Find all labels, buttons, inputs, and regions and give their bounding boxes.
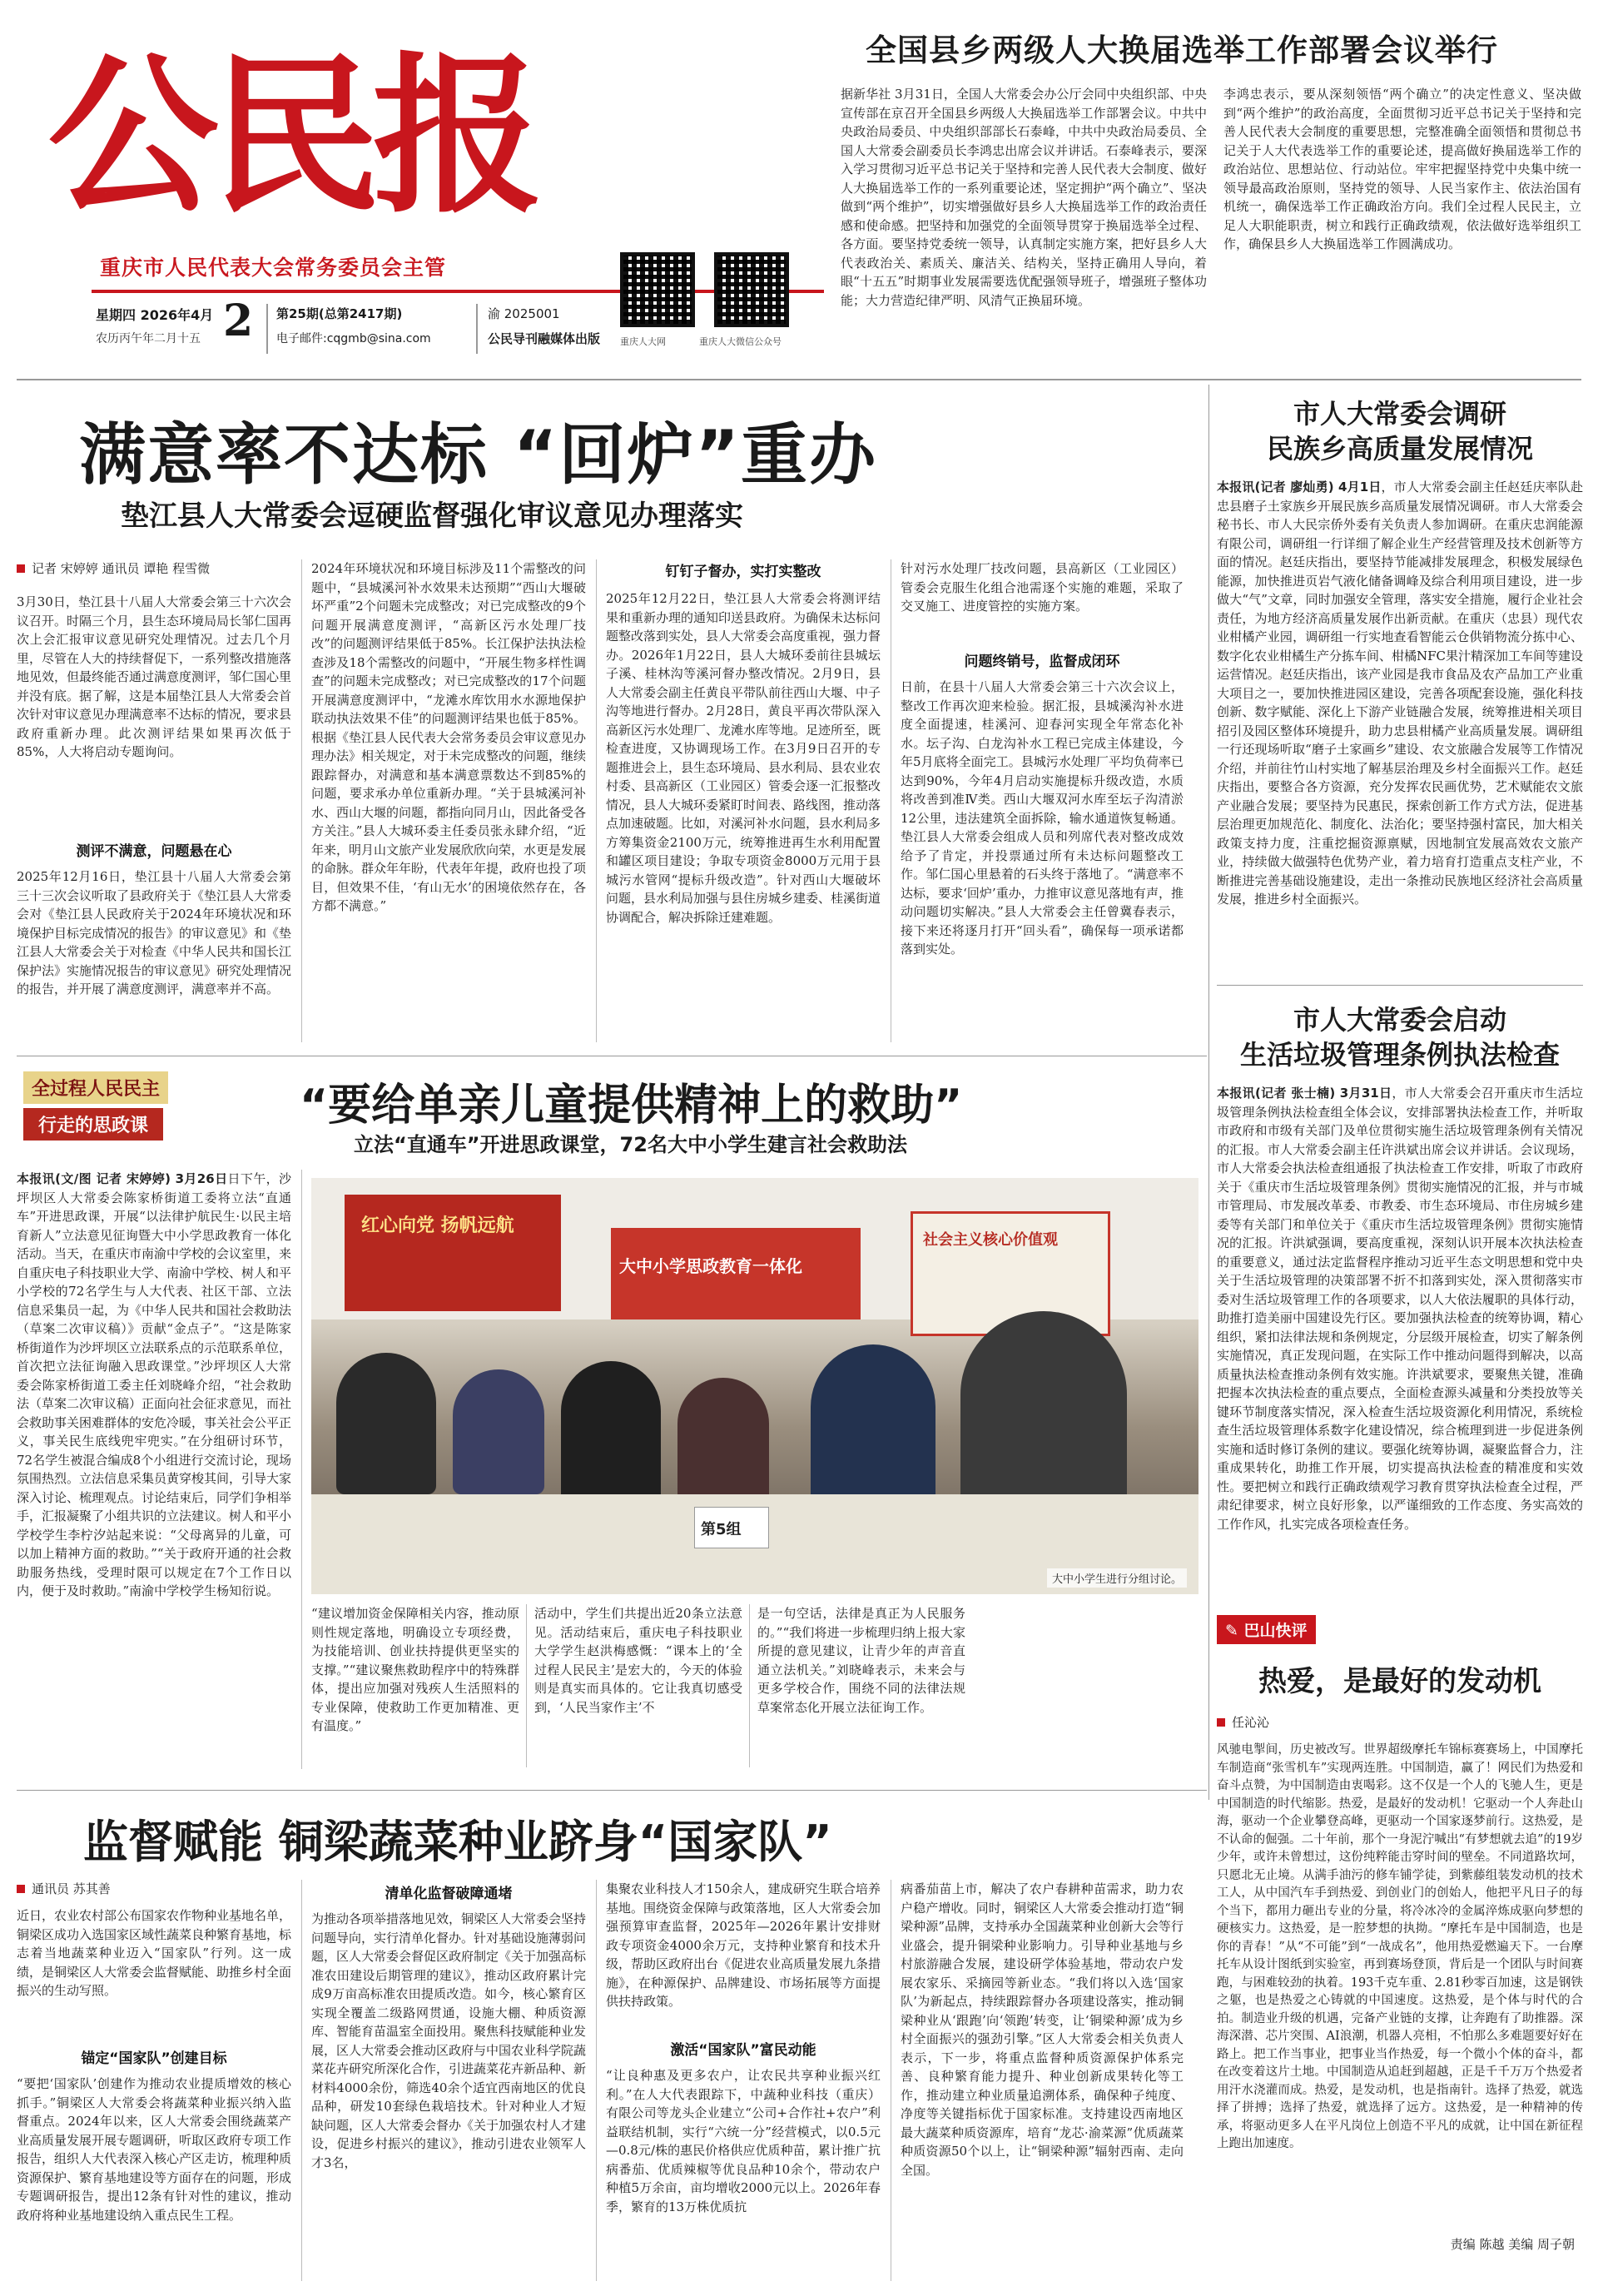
group-sign-text: 第5组 [701,1521,742,1538]
single-parent-headline[interactable]: “要给单亲儿童提供精神上的救助” [300,1081,963,1131]
vegetable-col1: 近日，农业农村部公布国家农作物种业基地名单，铜梁区成功入选国家区域性蔬菜良种繁育基地，标志着当地蔬菜种业迈入“国家队”行列。这一成绩，是铜梁区人大常委会监督赋能、助推乡村全面振兴的生动写照。 [17,1908,292,1998]
publisher-code: 渝 2025001 [488,306,560,321]
vegetable-col3b: “让良种惠及更多农户，让农民共享种业振兴红利。”在人大代表跟踪下，中蔬种业科技（重庆）有限公司等龙头企业建立“公司+合作社+农户”利益联结机制，实行“六统一分”经营模式，以0.5元—0.8元/株的惠民价格供应优质种苗，累计推广抗病番茄、优质辣椒等优良品种10余个，带动农户种植5万余亩，亩均增收2000元以上。2026年春季，繁育的13万株优质抗 [606,2068,881,2214]
vegetable-col2: 为推动各项举措落地见效，铜梁区人大常委会坚持问题导向，实行清单化督办。针对基础设施薄弱问题，区人大常委会督促区政府制定《关于加强高标准农田建设后期管理的建议》，推动区政府累计完成9万亩高标准农田提质改造。如今，核心繁育区实现全覆盖二级路网贯通，设施大棚、种质资源库、智能育苗温室全面投用。聚焦科技赋能种业发展，区人大常委会推动区政府与中国农业科学院蔬菜花卉研究所深化合作，引进蔬菜花卉新品种、新材料4000余份，筛选40余个适宜西南地区的优良品种，研发10套绿色栽培技术。针对种业人才短缺问题，区人大常委会督办《关于加强农村人才建设，促进乡村振兴的建议》，推动引进农业领军人才3名， [311,1911,587,2170]
banner-center-text: 大中小学思政教育一体化 [619,1256,802,1276]
vegetable-sub3: 激活“国家队”富民动能 [670,2042,816,2059]
qr1-caption: 重庆人大网 [620,336,666,347]
date-weekday: 星期四 2026年4月 [96,307,214,323]
masthead [17,8,849,375]
satisfaction-col4b: 日前，在县十八届人大常委会第三十六次会议上，整改工作再次迎来检验。据汇报，县城溪沟补水进度全面提速，桂溪河、迎春河实现全年常态化补水。坛子沟、白龙沟补水工程已完成主体建设，今年5月底将全面完工。县城污水处理厂平均负荷率已达到90%，今年4月启动实施提标升级改造，水质将改善到准Ⅳ类。西山大堰双河水库至坛子沟清淤12公里，违法建筑全面拆除，输水通道恢复畅通。垫江县人大常委会组成人员和列席代表对整改成效给予了肯定，并投票通过所有未达标问题整改工作。邹仁国心里悬着的石头终于落地了。“满意率不达标，要求‘回炉’重办，力推审议意见落地有声，推动问题切实解决。”县人大常委会主任曾冀春表示，接下来还将逐月打开“回头看”，确保每一项承诺都落到实处。 [901,679,1184,957]
story-satisfaction [17,385,1207,1051]
byline-marker-icon [1217,1718,1225,1727]
footer-editors: 责编 陈越 美编 周子朝 [1450,2237,1575,2252]
byline-marker-icon [17,564,25,573]
story-vegetable [17,1797,1207,2288]
vegetable-byline: 通讯员 苏其善 [17,1880,111,1897]
svg-text:公民报: 公民报 [47,37,535,236]
byline-marker-icon [17,1885,25,1893]
vegetable-sub2: 清单化监督破障通堵 [385,1886,513,1902]
single-parent-col1: 本报讯(文/图 记者 宋婷婷) 3月26日日下午，沙坪坝区人大常委会陈家桥街道工委将立法“直通车”开进思政课，开展“以法律护航民生·以民主培育新人”立法意见征询暨大中小学思政教育一体化活动。当天，在重庆市南渝中学校的会议室里，来自重庆电子科技职业大学、南渝中学校、树人和平小学校的72名学生与人大代表、社区干部、立法信息采集员一起，为《中华人民共和国社会救助法（草案二次审议稿）》贡献“金点子”。“这是陈家桥街道作为沙坪坝区立法联系点的示范联系单位，首次把立法征询融入思政课堂。”沙坪坝区人大常委会陈家桥街道工委主任刘晓峰介绍，“社会救助法（草案二次审议稿）正面向社会征求意见，而社会救助事关困难群体的安危冷暖，事关社会公平正义，事关民生底线兜牢兜实。”在分组研讨环节，72名学生被混合编成8个小组进行交流讨论，现场氛围热烈。立法信息采集员黄穿梭其间，引导大家深入讨论、梳理观点。讨论结束后，同学们争相举手，汇报凝聚了小组共识的立法建议。树人和平小学校学生李柠汐站起来说：“父母离异的儿童，可以加上精神方面的救助。”“关于政府开通的社会救助服务热线，受理时限可以规定在7个工作日以内，便于及时救助。”南渝中学校学生杨知衍说。 [17,1171,292,1598]
single-parent-subheadline: 立法“直通车”开进思政课堂，72名大中小学生建言社会救助法 [354,1133,907,1156]
banner-left-text: 红心向党 扬帆远航 [361,1215,514,1236]
qr2-caption: 重庆人大微信公众号 [699,336,782,347]
single-parent-col2: “建议增加资金保障相关内容，推动原则性规定落地，明确设立专项经费，为技能培训、创业扶持提供更坚实的支撑。”“建议聚焦救助程序中的特殊群体，提出应加强对残疾人生活照料的专业保障，使救助工作更加精准、更有温度。” [311,1606,519,1733]
commentary-body: 风驰电掣间，历史被改写。世界超级摩托车锦标赛赛场上，中国摩托车制造商“张雪机车”实现两连胜。中国制造，赢了！网民们为热爱和奋斗点赞，为中国制造由衷喝彩。这不仅是一个人的飞驰人生，更是中国制造的时代缩影。热爱，是最好的发动机！它驱动一个人奔赴山海，驱动一个企业攀登高峰，更驱动一个国家逐梦前行。这热爱，是不认命的倔强。二十年前，那个一身泥泞喊出“有梦想就去追”的19岁少年，或许未曾想过，这份纯粹能击穿时间的壁垒。不同道路坎坷，只愿北无止境。从满手油污的修车铺学徒，到紫藤组装发动机的技术工人，从中国汽车手到热爱、到创业门的创始人，他把平凡日子的每个当下，都用力砸出专业的分量，将冷冰冷的金属淬炼成驱向梦想的硬核实力。这热爱，是一腔梦想的执拗。“摩托车是中国制造，也是你的青春！”从“不可能”到“一战成名”，他用热爱燃遍天下。一台摩托车从设计图纸到实验室，再到赛场登顶，背后是一个团队与时间赛跑，与困难较劲的执着。193千克车重、2.81秒零百加速，这是钢铁之躯，也是热爱之心铸就的中国速度。这热爱，是个体与时代的合拍。制造业升级的机遇，完备产业链的支撑，让奔跑有了助推器。深海深潜、芯片突围、AI浪潮，机器人亮相，不怕那么多难题要好好在路上。把工作当事业，把事业当作热爱，每一个微小个体的奋斗，都在改变着这片土地。中国制造从追赶到超越，正是千千万万个热爱者用汗水浇灌而成。热爱，是发动机，也是指南针。选择了热爱，就选择了拼搏；选择了热爱，就选择了远方。这热爱，是一种精神的传承，将驱动更多人在平凡岗位上创造不平凡的成就，让中国在新征程上跑出加速度。 [1217,1743,1583,2150]
satisfaction-col2: 2024年环境状况和环境目标涉及11个需整改的问题中，“县城溪河补水效果未达预期”“西山大堰破坏严重”2个问题未完成整改；对已完成整改的9个问题开展满意度测评，“高新区污水处理厂技改”的问题测评结果低于85%。长江保护法执法检查涉及18个需整改的问题中，“开展生物多样性调查”的问题未完成整改；对已完成整改的17个问题开展满意度测评中，“龙滩水库饮用水水源地保护联动执法效果不佳”的问题测评结果也低于85%。根据《垫江县人民代表大会常务委员会审议意见办理办法》相关规定，对于未完成整改的问题，继续跟踪督办，对满意和基本满意票数达不到85%的问题，要求承办单位重新办理。“关于县城溪河补水、西山大堰的问题，都指向同月山，因此备受各方关注。”县人大城环委主任委员张永肆介绍，“近年来，明月山文旅产业发展欣欣向荣，水更是发展的命脉。群众年年盼，代表年年提，政府也投了项目，但效果不佳，‘有山无水’的困境依然存在，各方都不满意。” [311,561,587,913]
lead-story [832,8,1590,375]
satisfaction-headline[interactable]: 满意率不达标 “回炉”重办 [79,416,878,494]
vegetable-col1b: “要把‘国家队’创建作为推动农业提质增效的核心抓手。”铜梁区人大常委会将蔬菜种业振兴纳入监督重点。2024年以来，区人大常委会围绕蔬菜产业高质量发展开展专题调研，听取区政府专项工作报告，组织人大代表深入核心产区走访，梳理种质资源保护、繁育基地建设等方面存在的问题，形成专题调研报告，提出12条有针对性的建议，推动政府将种业基地建设纳入重点民生工程。 [17,2076,292,2223]
newspaper-logo [47,17,535,241]
email: 电子邮件:cqgmb@sina.com [276,332,431,345]
satisfaction-col4: 针对污水处理厂技改问题，县高新区（工业园区）管委会克服生化组合池需逐个实施的难题，采取了交叉施工、进度管控的实施方案。 [901,561,1184,614]
waste-headline-2[interactable]: 生活垃圾管理条例执法检查 [1239,1039,1560,1071]
investigation-body: 本报讯(记者 廖灿勇) 4月1日，市人大常委会副主任赵廷庆率队赴忠县磨子土家族乡开展民族乡高质量发展情况调研。市人大常委会秘书长、市人大民宗侨外委有关负责人参加调研。在重庆忠润能源有限公司，调研组一行详细了解企业生产经营管理及技术创新等方面的情况。赵廷庆指出，要坚持节能减排发展理念，积极发展绿色能源，加快推进页岩气液化储备调峰及综合利用项目建设，进一步做大“气”文章，同时加强安全管理，落实安全措施，履行企业社会责任，为地方经济高质量发展作出新贡献。在重庆（忠县）现代农业柑橘产业园，调研组一行实地查看智能云仓供销物流分拣中心、数字化农业柑橘生产分拣车间、柑橘NFC果汁精深加工车间等建设运营情况。赵廷庆指出，该产业园是我市食品及农产品加工产业重大项目之一，要加快推进园区建设，完善各项配套设施，强化科技创新、数字赋能、深化上下游产业链融合发展，统筹推进相关项目招引及园区整体环境提升，助力忠县柑橘产业高质量发展。调研组一行还现场听取“磨子土家画乡”建设、农文旅融合发展等工作情况介绍，并前往竹山村实地了解基层治理及乡村全面振兴工作。赵廷庆指出，要整合各方资源，充分发挥农民画优势，艺术赋能农文旅产业融合发展；要坚持为民惠民，探索创新工作方式方法，促进基层治理更加规范化、制度化、法治化；要坚持强村富民，加大相关政策支持力度，注重挖掘资源禀赋，因地制宜发展高效农文旅产业，持续做大做强特色优势产业，着力培育打造重点支柱产业，不断推进完善基础设施建设，走出一条推动民族地区经济社会高质量发展，推进乡村全面振兴。 [1217,480,1584,907]
satisfaction-sub3: 问题终销号，监督成闭环 [964,654,1120,670]
commentary-label: ✎ 巴山快评 [1217,1615,1316,1644]
issue-number: 第25期(总第2417期) [276,306,403,321]
satisfaction-byline: 记者 宋婷婷 通讯员 谭艳 程雪微 [17,559,210,577]
commentary-author: 任沁沁 [1217,1713,1269,1731]
vegetable-col3: 集聚农业科技人才150余人，建成研究生联合培养基地。围绕资金保障与政策落地，区人大常委会加强预算审查监督，2025年—2026年累计安排财政专项资金4000余万元，支持种业繁育和技术升级，帮助区政府出台《促进农业高质量发展九条措施》，在种源保护、品牌建设、市场拓展等方面提供扶持政策。 [606,1881,881,2009]
commentary-headline[interactable]: 热爱，是最好的发动机 [1258,1665,1541,1698]
commentary [1217,1615,1583,2264]
story-single-parent [17,1061,1207,1786]
lead-col1: 据新华社 3月31日，全国人大常委会办公厅会同中央组织部、中央宣传部在京召开全国县乡两级人大换届选举工作部署会议。中共中央政治局委员、中央组织部部长石泰峰，中共中央政治局委员、全国人大常委会副委员长李鸿忠出席会议并讲话。石泰峰表示，要深入学习贯彻习近平总书记关于坚持和完善人民代表大会制度、做好人大换届选举工作的一系列重要论述，坚定拥护“两个确立”、坚决做到“两个维护”，切实增强做好县乡人大换届选举工作的政治责任感和使命感。把坚持和加强党的全面领导贯穿于换届选举全过程、各方面。要坚持党委统一领导，认真制定实施方案，把好县乡人大代表政治关、素质关、廉洁关、结构关，坚持正确用人导向，着眼“十五五”时期事业发展需要选优配强领导班子，增强班子整体功能；大力营造纪律严明、风清气正换届环境。 [841,87,1207,308]
classroom-photo[interactable] [311,1178,1198,1594]
vegetable-col4: 病番茄苗上市，解决了农户春耕种苗需求，助力农户稳产增收。同时，铜梁区人大常委会推动打造“铜梁种源”品牌，支持承办全国蔬菜种业创新大会等行业盛会，提升铜梁种业影响力。引导种业基地与乡村旅游融合发展，建设研学体验基地，带动农户发展农家乐、采摘园等新业态。“我们将以入选‘国家队’为新起点，持续跟踪督办各项建设落实，推动铜梁种业从‘跟跑’向‘领跑’转变，让‘铜梁种源’成为乡村全面振兴的强劲引擎。”区人大常委会相关负责人表示，下一步，将重点监督种质资源保护体系完善、良种繁育能力提升、种业创新成果转化等工作，推动建立种业质量追溯体系，确保种子纯度、净度等关键指标优于国家标准。支持建设西南地区最大蔬菜种质资源库，培育“龙芯·渝菜源”优质蔬菜种质资源50个以上，让“铜梁种源”辐射西南、走向全国。 [901,1881,1184,2178]
vegetable-headline[interactable]: 监督赋能 铜梁蔬菜种业跻身“国家队” [83,1816,832,1868]
pen-icon: ✎ [1225,1622,1244,1640]
satisfaction-subheadline: 垫江县人大常委会逗硬监督强化审议意见办理落实 [121,499,743,533]
qr-code-website[interactable] [620,252,695,327]
column-tag-primary: 全过程人民民主 [23,1071,168,1104]
lead-col2: 李鸿忠表示，要从深刻领悟“两个确立”的决定性意义、坚决做到“两个维护”的政治高度，全面贯彻习近平总书记关于坚持和完善人民代表大会制度的重要思想，完整准确全面领悟和贯彻总书记关于人大代表选举工作的重要论述，提高做好换届选举工作的政治站位、思想站位、行动站位。牢牢把握坚持党中央集中统一领导最高政治原则，坚持党的领导、人民当家作主、依法治国有机统一，确保选举工作正确政治方向。我们全过程人民民主，立足人大职能职责，树立和践行正确政绩观，依法做好选举组织工作，确保县乡人大换届选举工作圆满成功。 [1223,87,1581,251]
column-tag [17,1066,266,1143]
satisfaction-col1: 3月30日，垫江县十八届人大常委会第三十六次会议召开。时隔三个月，县生态环境局局长邹仁国再次上会汇报审议意见研究处理情况。过去几个月里，尽管在人大的持续督促下，一系列整改措施落地见效，但最终能否通过满意度测评，邹仁国心里并没有底。据了解，这是本届垫江县人大常委会首次针对审议意见办理满意率不达标的情况，要求县政府重新办理。此次测评结果如果再次低于85%，人大将启动专题询问。 [17,594,292,759]
satisfaction-col1b: 2025年12月16日，垫江县十八届人大常委会第三十三次会议听取了县政府关于《垫江县人大常委会对《垫江县人民政府关于2024年环境状况和环境保护目标完成情况的报告》的审议意见》和《垫江县人大常委会关于对检查《中华人民共和国长江保护法》实施情况报告的审议意见》研究处理情况的报告，并开展了满意度测评，满意率并不高。 [17,869,292,996]
day-number: 2 [223,296,254,346]
investigation-headline-1[interactable]: 市人大常委会调研 [1293,398,1506,430]
lead-headline[interactable]: 全国县乡两级人大换届选举工作部署会议举行 [866,32,1498,68]
waste-body: 本报讯(记者 张士楠) 3月31日，市人大常委会召开重庆市生活垃圾管理条例执法检查组全体会议，安排部署执法检查工作，并听取市政府和市级有关部门及单位贯彻实施生活垃圾管理条例有关情况的汇报。市人大常委会副主任许洪斌出席会议并讲话。会议现场，市人大常委会执法检查组通报了执法检查工作安排，听取了市政府关于《重庆市生活垃圾管理条例》贯彻实施情况的汇报，并与市城市管理局、市发展改革委、市教委、市生态环境局、市住房城乡建委等有关部门和单位关于《重庆市生活垃圾管理条例》贯彻实施情况的汇报。许洪斌强调，要高度重视，深刻认识开展本次执法检查的重要意义，通过法定监督程序推动习近平生态文明思想和党中央关于生活垃圾管理的决策部署不折不扣落到实处，深入贯彻落实市委对生活垃圾管理工作的各项要求，以人大依法履职的具体行动，助推打造美丽中国建设先行区。要加强执法检查的统筹协调，精心组织，紧扣法律法规和条例规定，分层级开展检查，切实了解条例实施情况，真正发现问题，在实际工作中推动问题得到解决，以高质量执法检查推动条例有效实施。许洪斌要求，要聚焦关键，准确把握本次执法检查的重点要点，全面检查源头减量和分类投放等关键环节制度落实情况，深入检查生活垃圾资源化利用情况，系统检查生活垃圾管理体系数字化建设情况，综合梳理到进一步促进条例实施和适时修订条例的建议。要强化统筹协调，凝聚监督合力，注重成果转化，助推工作开展，切实提高执法检查的精准度和实效性。要把树立和践行正确政绩观学习教育贯穿执法检查全过程，严肃纪律要求，树立良好形象，以严谨细致的工作态度、务实高效的工作作风，扎实完成各项检查任务。 [1217,1086,1583,1532]
organizer-line: 重庆市人民代表大会常务委员会主管 [100,256,447,280]
satisfaction-sub2: 钉钉子督办，实打实整改 [665,564,821,580]
waste-headline-1[interactable]: 市人大常委会启动 [1293,1004,1506,1036]
satisfaction-col3: 2025年12月22日，垫江县人大常委会将测评结果和重新办理的通知印送县政府。为确保未达标问题整改落到实处，县人大常委会高度重视，强力督办。2026年1月22日，县人大城环委前往县城坛子溪、桂林沟等溪河督办整改情况。2月9日，县人大常委会副主任黄良平带队前往西山大堰、中子沟等地进行督办。2月28日，黄良平再次带队深入高新区污水处理厂、龙滩水库等地。足迹所至，既检查进度，又协调现场工作。在3月9日召开的专题推进会上，县生态环境局、县水利局、县农业农村委、县高新区（工业园区）管委会逐一汇报整改情况，县人大城环委紧盯时间表、路线图，推动落点加速破题。比如，对溪河补水问题，县水利局多方筹集资金2100万元，统筹推进再生水利用配置和罐区项目建设；争取专项资金8000万元用于县城污水管网“提标升级改造”。针对西山大堰破坏问题，县水利局加强与县住房城乡建委、桂溪街道协调配合，解决拆除迁建难题。 [606,591,881,925]
investigation-headline-2[interactable]: 民族乡高质量发展情况 [1266,433,1533,465]
single-parent-col3: 活动中，学生们共提出近20条立法意见。活动结束后，重庆电子科技职业大学学生赵洪梅感慨：“课本上的‘全过程人民民主’是宏大的，今天的体验则是真实而具体的。它让我真切感受到，‘人民当家作主’不 [534,1606,742,1715]
banner-right-text: 社会主义核心价值观 [923,1231,1058,1249]
publisher: 公民导刊融媒体出版 [488,331,601,346]
vegetable-sub1: 锚定“国家队”创建目标 [81,2050,227,2067]
column-tag-secondary: 行走的思政课 [23,1108,163,1141]
satisfaction-sub1: 测评不满意，问题悬在心 [76,843,232,860]
photo-caption: 大中小学生进行分组讨论。 [1047,1568,1187,1588]
story-investigation [1217,385,1583,984]
lunar-date: 农历丙午年二月十五 [96,332,201,345]
single-parent-col4: 是一句空话，法律是真正为人民服务的。”“我们将进一步梳理归纳上报大家所提的意见建议，让青少年的声音直通立法机关。”刘晓峰表示，未来会与更多学校合作，围绕不同的法律法规草案常态化开展立法征询工作。 [757,1606,965,1715]
qr-code-wechat[interactable] [714,252,789,327]
story-waste [1217,991,1583,1607]
